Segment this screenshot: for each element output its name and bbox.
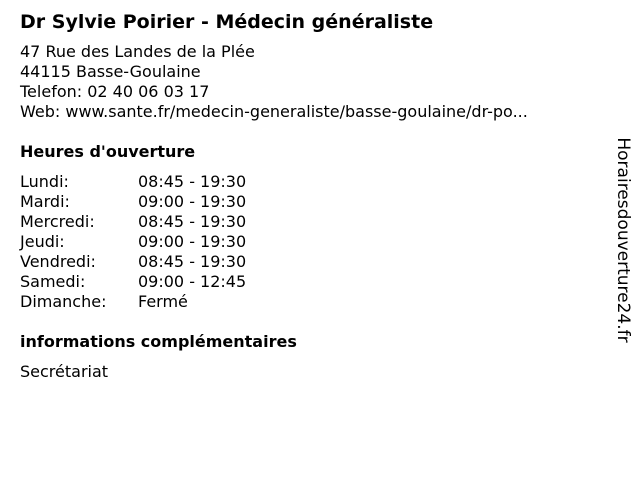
time-value: 08:45 - 19:30	[138, 172, 247, 191]
hours-row-tuesday	[20, 192, 600, 212]
day-label: Lundi:	[20, 172, 69, 191]
opening-hours-table	[20, 172, 600, 312]
hours-row-wednesday	[20, 212, 600, 232]
day-label: Mardi:	[20, 192, 70, 211]
time-value: 08:45 - 19:30	[138, 212, 247, 231]
hours-row-saturday	[20, 272, 600, 292]
address-line-2: 44115 Basse-Goulaine	[20, 62, 201, 81]
phone-line: Telefon: 02 40 06 03 17	[20, 82, 210, 101]
site-watermark: Horairesdouverture24.fr	[613, 137, 633, 343]
time-value: 08:45 - 19:30	[138, 252, 247, 271]
hours-row-friday	[20, 252, 600, 272]
hours-row-monday	[20, 172, 600, 192]
hours-row-sunday	[20, 292, 600, 312]
day-label: Samedi:	[20, 272, 86, 291]
additional-info-text: Secrétariat	[20, 362, 109, 381]
time-value: 09:00 - 12:45	[138, 272, 247, 291]
additional-info-heading: informations complémentaires	[20, 332, 297, 351]
day-label: Dimanche:	[20, 292, 107, 311]
doctor-card	[20, 10, 600, 382]
day-label: Vendredi:	[20, 252, 96, 271]
page-title: Dr Sylvie Poirier - Médecin généraliste	[20, 11, 434, 33]
day-label: Jeudi:	[20, 232, 65, 251]
hours-row-thursday	[20, 232, 600, 252]
time-value: Fermé	[138, 292, 188, 311]
time-value: 09:00 - 19:30	[138, 192, 247, 211]
time-value: 09:00 - 19:30	[138, 232, 247, 251]
website-line: Web: www.sante.fr/medecin-generaliste/basse-goulaine/dr-po...	[20, 102, 528, 121]
opening-hours-heading: Heures d'ouverture	[20, 142, 196, 161]
day-label: Mercredi:	[20, 212, 95, 231]
address-line-1: 47 Rue des Landes de la Plée	[20, 42, 255, 61]
